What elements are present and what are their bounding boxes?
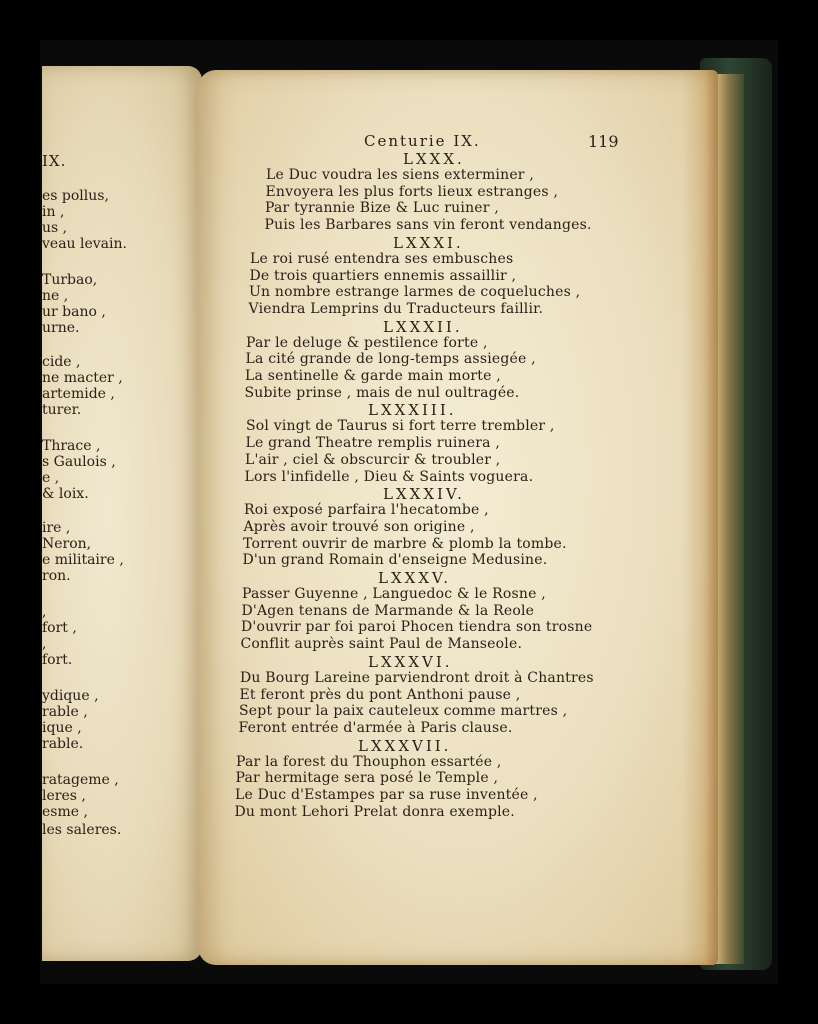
left-page-line: ur bano , xyxy=(42,304,106,320)
verse-line: Puis les Barbares sans vin feront vendanges. xyxy=(264,217,592,234)
quatrain-number: LXXXVI. xyxy=(368,652,453,671)
verse-line: Roi exposé parfaira l'hecatombe , xyxy=(244,502,489,519)
left-page-line: ratageme , xyxy=(42,772,119,788)
verse-line: D'Agen tenans de Marmande & la Reole xyxy=(241,602,535,619)
verse-line: Par le deluge & pestilence forte , xyxy=(246,334,488,351)
verse-line: L'air , ciel & obscurcir & troubler , xyxy=(245,451,501,468)
left-page-line: ydique , xyxy=(42,688,99,704)
verse-line: Feront entrée d'armée à Paris clause. xyxy=(238,719,513,736)
quatrain-number: LXXXIII. xyxy=(368,401,457,420)
verse-line: Sol vingt de Taurus si fort terre trembler , xyxy=(246,418,555,435)
left-page-line: fort , xyxy=(42,620,77,636)
verse-line: D'un grand Romain d'enseigne Medusine. xyxy=(242,552,548,569)
left-page-line: us , xyxy=(42,220,68,236)
left-page-line: Turbao, xyxy=(42,272,98,288)
quatrain-number: LXXXII. xyxy=(383,317,463,336)
left-page-text xyxy=(42,66,202,961)
verse-line: Par hermitage sera posé le Temple , xyxy=(235,770,499,787)
verse-line: Le roi rusé entendra ses embusches xyxy=(250,250,514,267)
left-page-line: artemide , xyxy=(42,386,115,402)
left-page-line: ron. xyxy=(42,568,71,584)
left-page-line: cide , xyxy=(42,354,81,370)
left-page-line: Thrace , xyxy=(42,438,101,454)
verse-line: Le grand Theatre remplis ruinera , xyxy=(245,435,501,452)
left-page-line: s Gaulois , xyxy=(42,454,116,470)
left-page-line: e militaire , xyxy=(42,552,124,568)
verse-line: Viendra Lemprins du Traducteurs faillir. xyxy=(248,300,544,317)
left-page-line: esme , xyxy=(42,804,88,820)
quatrain-number: LXXXVII. xyxy=(358,736,452,755)
verse-line: Du mont Lehori Prelat donra exemple. xyxy=(234,803,515,820)
left-page-line: , xyxy=(42,604,47,620)
running-head: Centurie IX. xyxy=(364,132,481,150)
left-page-line: , xyxy=(42,636,47,652)
left-page-line: in , xyxy=(42,204,65,220)
verse-line: Envoyera les plus forts lieux estranges , xyxy=(265,183,559,200)
verse-line: Par tyrannie Bize & Luc ruiner , xyxy=(265,200,499,217)
left-page-line: e , xyxy=(42,470,60,486)
left-page-header: IX. xyxy=(42,152,67,170)
verse-line: Après avoir trouvé son origine , xyxy=(243,518,475,535)
verse-line: Le Duc voudra les siens exterminer , xyxy=(266,167,534,183)
verse-line: Un nombre estrange larmes de coqueluches , xyxy=(249,284,581,301)
page-number: 119 xyxy=(588,132,619,151)
verse-line: Par la forest du Thouphon essartée , xyxy=(236,753,502,770)
left-page-line: ique , xyxy=(42,720,82,736)
left-page-line: urne. xyxy=(42,320,80,336)
left-page xyxy=(42,66,202,961)
left-page-line: ne macter , xyxy=(42,370,123,386)
verse-line: Et feront près du pont Anthoni pause , xyxy=(239,686,521,703)
verse-line: Conflit auprès saint Paul de Manseole. xyxy=(240,636,523,653)
left-page-line: fort. xyxy=(42,652,73,668)
quatrain-list xyxy=(198,70,718,965)
left-page-line: rable , xyxy=(42,704,88,720)
left-page-line: es pollus, xyxy=(42,188,109,204)
left-page-line: rable. xyxy=(42,736,84,752)
quatrain-number: LXXXV. xyxy=(378,569,451,587)
right-page xyxy=(198,70,718,965)
left-page-line: les saleres. xyxy=(42,822,122,838)
left-page-line: veau levain. xyxy=(42,236,127,252)
left-page-line: leres , xyxy=(42,788,86,804)
left-page-line: ire , xyxy=(42,520,71,536)
verse-line: Torrent ouvrir de marbre & plomb la tombe. xyxy=(243,535,567,552)
left-page-line: ne , xyxy=(42,288,69,304)
verse-line: Passer Guyenne , Languedoc & le Rosne , xyxy=(242,586,546,602)
quatrain-number: LXXXIV. xyxy=(383,485,465,504)
verse-line: Subite prinse , mais de nul oultragée. xyxy=(244,384,520,401)
verse-line: Du Bourg Lareine parviendront droit à Chantres xyxy=(240,669,594,686)
verse-line: Lors l'infidelle , Dieu & Saints voguera. xyxy=(244,468,534,485)
quatrain-number: LXXX. xyxy=(403,150,465,168)
left-page-line: Neron, xyxy=(42,536,92,552)
verse-line: Le Duc d'Estampes par sa ruse inventée , xyxy=(235,787,538,803)
verse-line: La sentinelle & garde main morte , xyxy=(245,368,501,384)
left-page-line: & loix. xyxy=(42,486,89,502)
quatrain-number: LXXXI. xyxy=(393,233,464,252)
verse-line: Sept pour la paix cauteleux comme martres , xyxy=(239,703,568,720)
left-page-line: turer. xyxy=(42,402,82,418)
verse-line: D'ouvrir par foi paroi Phocen tiendra son trosne xyxy=(241,619,593,636)
verse-line: De trois quartiers ennemis assaillir , xyxy=(249,267,517,284)
verse-line: La cité grande de long-temps assiegée , xyxy=(245,351,536,368)
